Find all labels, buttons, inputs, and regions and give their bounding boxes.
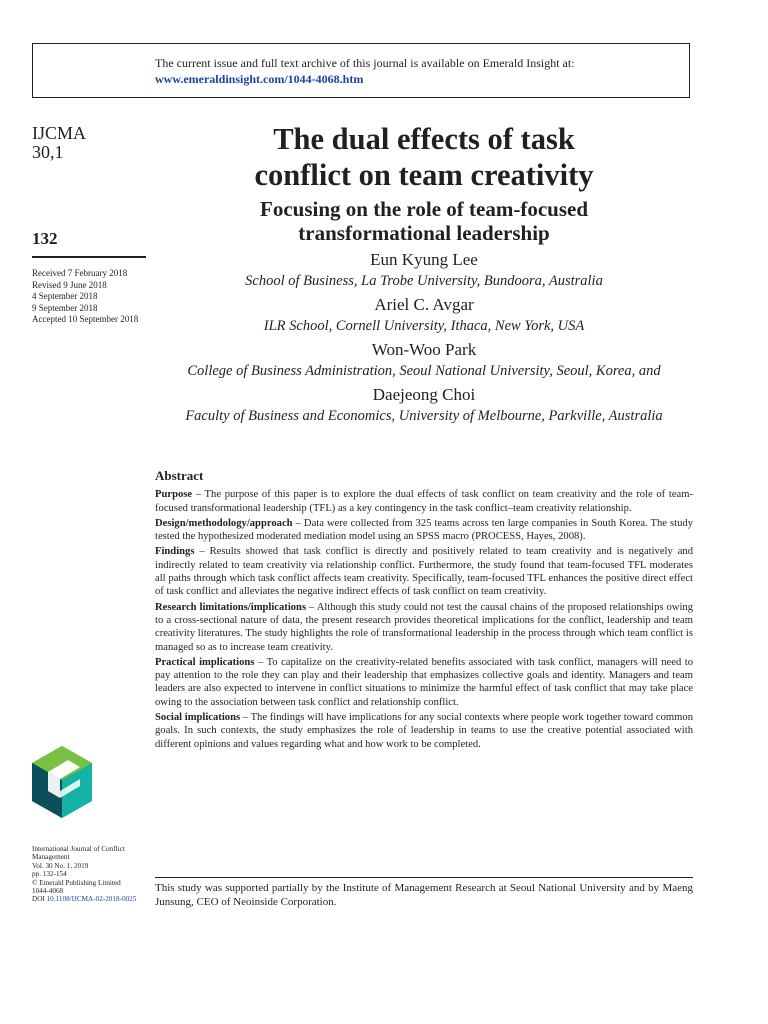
article-title: The dual effects of task conflict on team creativity (254, 122, 594, 192)
abstract-limitations: Research limitations/implications – Although this study could not test the causal chains of the proposed relationships owing to a cross-sectional nature of data, the present research provides theoretical implications for the conflict, leadership and team creativity literatures. The study highlights the role of transformational leadership in the process through which team conflict is managed so as to increase team creativity. (155, 601, 693, 653)
funding-footnote: This study was supported partially by the Institute of Management Research at Seoul National University and by Maeng Junsung, CEO of Neoinside Corporation. (155, 882, 693, 908)
page-number: 132 (32, 229, 58, 248)
journal-info: International Journal of Conflict Management Vol. 30 No. 1, 2019 pp. 132-154 © Emerald Publishing Limited 1044-4068 DOI 10.1108/IJCMA-02-2018-0025 (32, 845, 152, 904)
author-name: Eun Kyung Lee (370, 250, 478, 269)
abstract-design: Design/methodology/approach – Data were collected from 325 teams across ten large companies in South Korea. The study tested the hypothesized moderated mediation model using an SPSS macro (PROCESS, Hayes, 2008). (155, 517, 693, 543)
abstract (155, 469, 693, 753)
author-affiliation: ILR School, Cornell University, Ithaca, New York, USA (263, 318, 585, 334)
journal-url-link[interactable]: www.emeraldinsight.com/1044-4068.htm (155, 72, 364, 86)
footnote-rule (155, 877, 693, 878)
author-name: Won-Woo Park (371, 340, 477, 359)
emerald-logo-icon (32, 746, 92, 818)
journal-code (32, 124, 147, 162)
volume-issue: 30,1 (32, 142, 64, 162)
date-accepted: Accepted 10 September 2018 (32, 314, 139, 324)
author-name: Daejeong Choi (372, 385, 476, 404)
article-subtitle: Focusing on the role of team-focused transformational leadership (260, 197, 588, 245)
page-number-rule (32, 256, 146, 258)
date-revised-3: 9 September 2018 (32, 302, 98, 313)
date-revised: Revised 9 June 2018 (32, 279, 107, 290)
date-revised-2: 4 September 2018 (32, 291, 98, 301)
doi-line (32, 895, 152, 903)
abstract-findings: Findings – Results showed that task conflict is directly and positively related to team creativity and is negatively and indirectly related to team creativity via relationship conflict. Furthermore, the study found that team-focused TFL moderates all paths through which task conflict affects team creativity. Specifically, team-focused TFL enhances the positive direct effect of task conflict and alleviates the negative indirect effects of task conflict on team creativity. (155, 546, 693, 598)
banner-text: The current issue and full text archive of this journal is available on Emerald Insight at: (155, 56, 575, 70)
doi-label: DOI (32, 895, 45, 904)
article-header (160, 121, 688, 425)
author-name: Ariel C. Avgar (374, 295, 474, 314)
abstract-purpose: Purpose – The purpose of this paper is to explore the dual effects of task conflict on team creativity and the role of team-focused transformational leadership (TFL) as a key contingency in the task conflict–team creativity relationship. (155, 489, 693, 514)
abstract-social: Social implications – The findings will have implications for any social contexts where people work together toward common goals. In such contexts, the study emphasizes the role of leadership in teams to use the creative potential associated with different opinions and values regarding what and how work to be completed. (155, 712, 693, 750)
doi-link[interactable]: 10.1108/IJCMA-02-2018-0025 (46, 895, 137, 904)
author-affiliation: School of Business, La Trobe University, Bundoora, Australia (245, 273, 603, 289)
author-affiliation: Faculty of Business and Economics, University of Melbourne, Parkville, Australia (185, 408, 663, 424)
abstract-practical: Practical implications – To capitalize on the creativity-related benefits associated with task conflict, managers will need to pay attention to the role they can play and their leadership that emphasizes collective goals and identity. Managers and team leaders are also expected to intervene in conflict situations to minimize the harmful effect of task conflict that may take place owing to the association between task conflict and relationship conflict. (155, 656, 694, 708)
date-received: Received 7 February 2018 (32, 268, 128, 278)
journal-abbr: IJCMA (32, 123, 87, 143)
journal-banner (32, 43, 690, 98)
abstract-heading: Abstract (155, 468, 204, 483)
author-affiliation: College of Business Administration, Seoul National University, Seoul, Korea, and (187, 363, 661, 379)
article-history (32, 268, 147, 326)
